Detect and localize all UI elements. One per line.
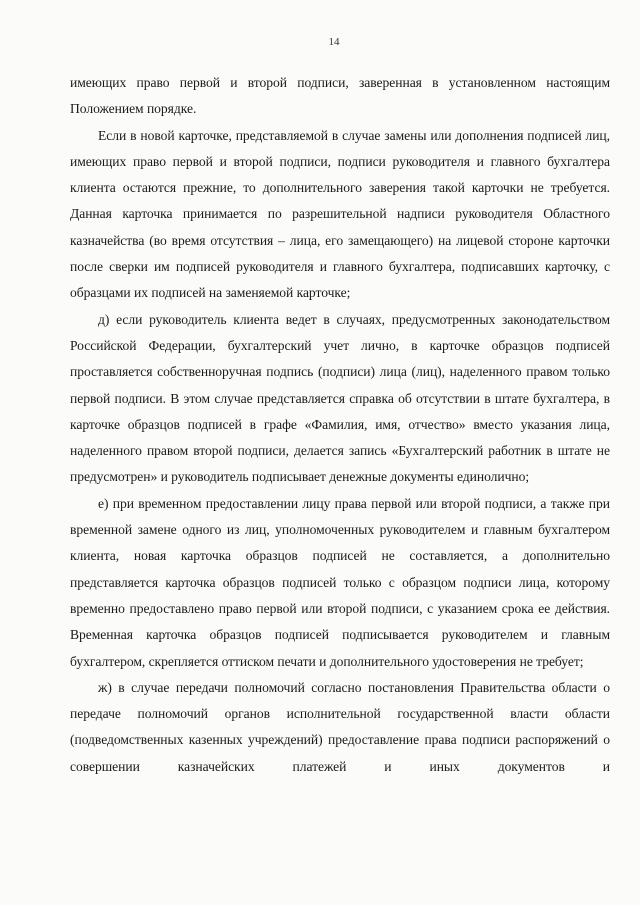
paragraph-continuation: имеющих право первой и второй подписи, заверенная в установленном настоящим Положением порядке. <box>70 75 610 117</box>
page-number: 14 <box>328 36 340 48</box>
paragraph-item-e: е) при временном предоставлении лицу права первой или второй подписи, а также при временной замене одного из лиц, уполномоченных руководителем и главным бухгалтером клиента, новая карточка образцов подписей не составляется, а дополнительно представляется карточка образцов подписей только с образцом подписи лица, которому временно предоставлено право первой или второй подписи, с указанием срока ее действия. Временная карточка образцов подписей подписывается руководителем и главным бухгалтером, скрепляется оттиском печати и дополнительного удостоверения не требует; <box>70 495 610 669</box>
paragraph-item-zh: ж) в случае передачи полномочий согласно постановления Правительства области о передаче полномочий органов исполнительной государственной власти области (подведомственных казенных учреждений) предоставление права подписи распоряжений о совершении казначейских платежей и иных документов и <box>70 679 610 774</box>
paragraph-item-d: д) если руководитель клиента ведет в случаях, предусмотренных законодательством Российской Федерации, бухгалтерский учет лично, в карточке образцов подписей проставляется собственноручная подпись (подписи) лица (лиц), наделенного правом только первой подписи. В этом случае представляется справка об отсутствии в штате бухгалтера, в карточке образцов подписей в графе «Фамилия, имя, отчество» вместо указания лица, наделенного правом второй подписи, делается запись «Бухгалтерский работник в штате не предусмотрен» и руководитель подписывает денежные документы единолично; <box>70 311 610 485</box>
paragraph-card-replacement: Если в новой карточке, представляемой в случае замены или дополнения подписей лиц, имеющих право первой и второй подписи, подписи руководителя и главного бухгалтера клиента остаются прежние, то дополнительного заверения такой карточки не требуется. Данная карточка принимается по разрешительной надписи руководителя Областного казначейства (во время отсутствия – лица, его замещающего) на лицевой стороне карточки после сверки им подписей руководителя и главного бухгалтера, подписавших карточку, с образцами их подписей на заменяемой карточке; <box>70 127 610 301</box>
